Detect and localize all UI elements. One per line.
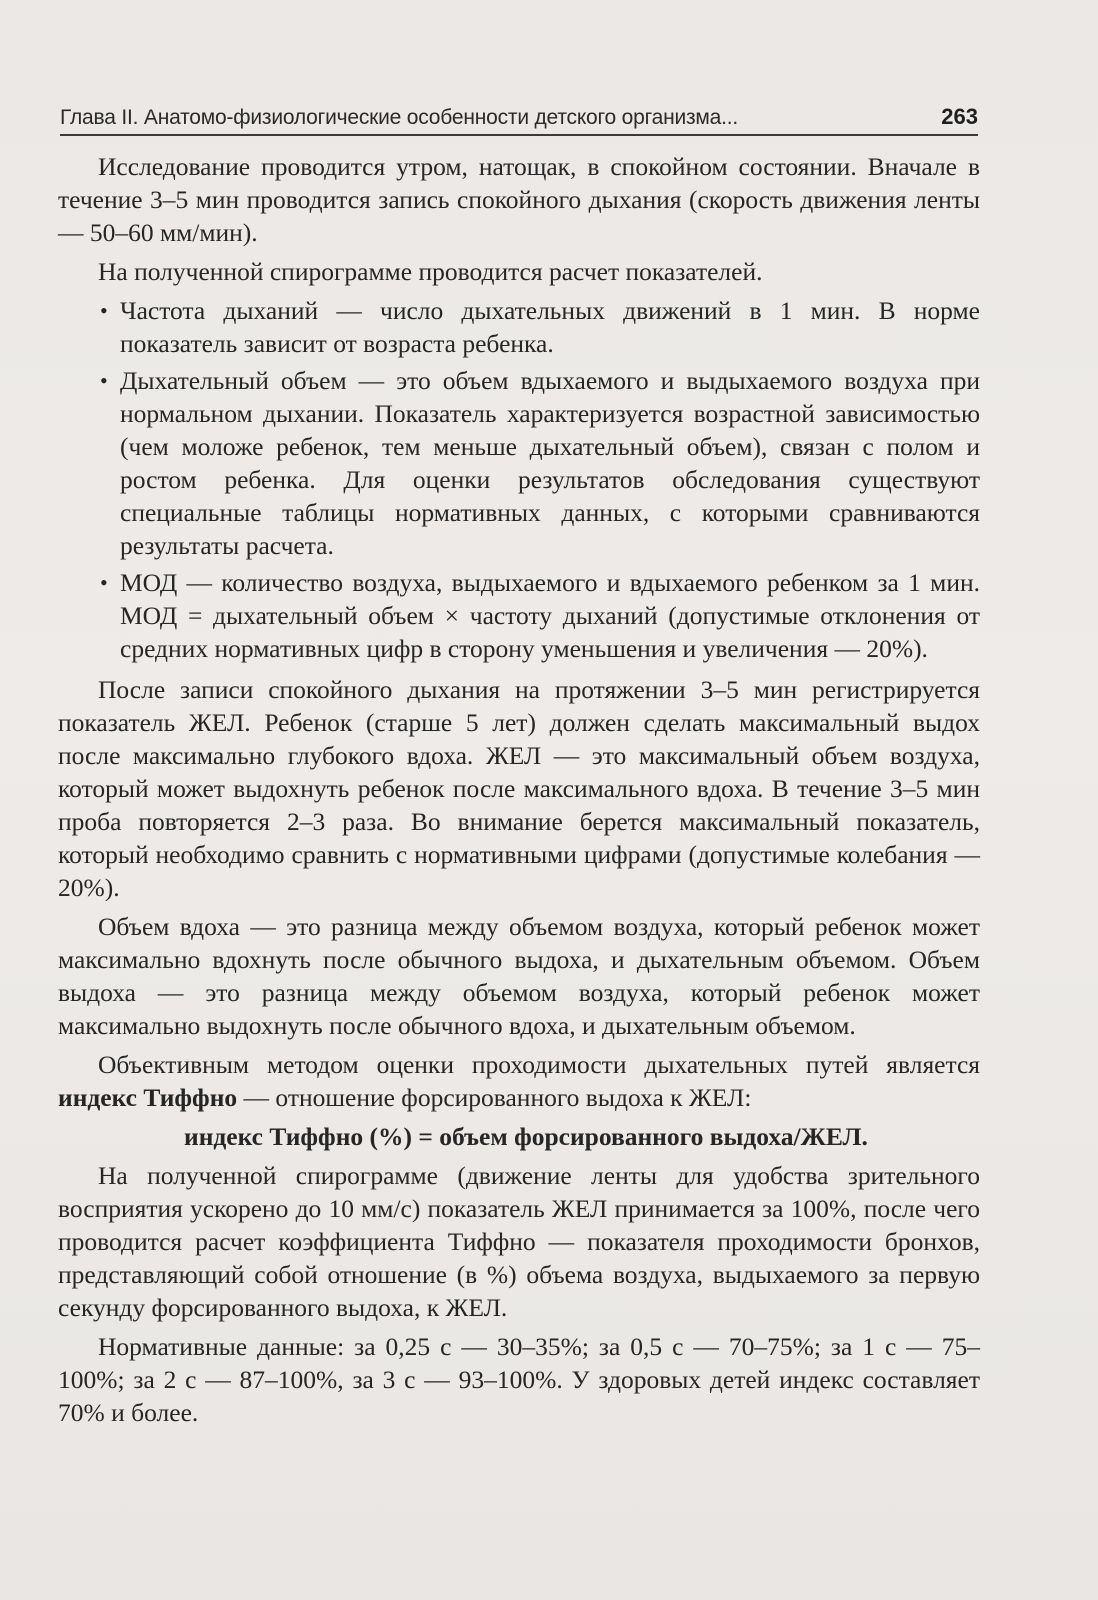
paragraph-vital-capacity: После записи спокойного дыхания на протяжении 3–5 мин регистрируется показатель ЖЕЛ. Ребенок (старше 5 лет) должен сделать максимальный выдох после максимально глубокого вдоха. ЖЕЛ — это максимальный объем воздуха, который может выдохнуть ребенок после максимального вдоха. В течение 3–5 мин проба повторяется 2–3 раза. Во внимание берется максимальный показатель, который необходимо сравнить с нормативными цифрами (допустимые колебания — 20%). [58, 675, 980, 902]
page-header [60, 96, 978, 136]
paragraph-spirogram-intro: На полученной спирограмме проводится расчет показателей. [98, 257, 763, 286]
running-head: Глава II. Анатомо-физиологические особенности детского организма... [60, 106, 739, 129]
page-body [58, 150, 980, 1435]
text-run: — отношение форсированного выдоха к ЖЕЛ: [237, 1083, 752, 1112]
list-item-text: Дыхательный объем — это объем вдыхаемого и выдыхаемого воздуха при нормальном дыхании. Показатель характеризуется возрастной зависимостью (чем моложе ребенок, тем меньше дыхательный объем), связан с полом и ростом ребенка. Для оценки результатов обследования существуют специальные таблицы нормативных данных, с которыми сравниваются результаты расчета. [120, 366, 980, 560]
list-item-tidal-volume [58, 364, 980, 562]
page-number: 263 [941, 104, 978, 129]
list-item-mod [58, 566, 980, 665]
paragraph-tiffeneau-calc: На полученной спирограмме (движение ленты для удобства зрительного восприятия ускорено до 10 мм/с) показатель ЖЕЛ принимается за 100%, после чего проводится расчет коэффициента Тиффно — показателя проходимости бронхов, представляющий собой отношение (в %) объема воздуха, выдыхаемого за первую секунду форсированного выдоха, к ЖЕЛ. [58, 1161, 980, 1322]
paragraph-procedure: Исследование проводится утром, натощак, в спокойном состоянии. Вначале в течение 3–5 мин проводится запись спокойного дыхания (скорость движения ленты — 50–60 мм/мин). [58, 152, 980, 247]
list-item-text: МОД — количество воздуха, выдыхаемого и вдыхаемого ребенком за 1 мин. МОД = дыхательный объем × частоту дыханий (допустимые отклонения от средних нормативных цифр в сторону уменьшения и увеличения — 20%). [120, 568, 980, 663]
bullet-icon: • [100, 570, 108, 595]
paragraph-normative-data: Нормативные данные: за 0,25 с — 30–35%; за 0,5 с — 70–75%; за 1 с — 75–100%; за 2 с — 87–100%, за 3 с — 93–100%. У здоровых детей индекс составляет 70% и более. [58, 1332, 980, 1427]
tiffeneau-formula: индекс Тиффно (%) = объем форсированного выдоха/ЖЕЛ. [184, 1122, 868, 1151]
list-item-breath-rate [58, 294, 980, 360]
indicator-list [58, 294, 980, 665]
bullet-icon: • [100, 368, 108, 393]
list-item-text: Частота дыханий — число дыхательных движений в 1 мин. В норме показатель зависит от возраста ребенка. [120, 296, 980, 358]
bullet-icon: • [100, 298, 108, 323]
paragraph-inspiration-volume: Объем вдоха — это разница между объемом воздуха, который ребенок может максимально вдохнуть после обычного выдоха, и дыхательным объемом. Объем выдоха — это разница между объемом воздуха, который ребенок может максимально выдохнуть после обычного вдоха, и дыхательным объемом. [58, 912, 980, 1040]
paragraph-tiffeneau-definition [58, 1048, 980, 1114]
text-run: Объективным методом оценки проходимости дыхательных путей является [98, 1050, 980, 1079]
tiffeneau-term: индекс Тиффно [58, 1083, 238, 1112]
